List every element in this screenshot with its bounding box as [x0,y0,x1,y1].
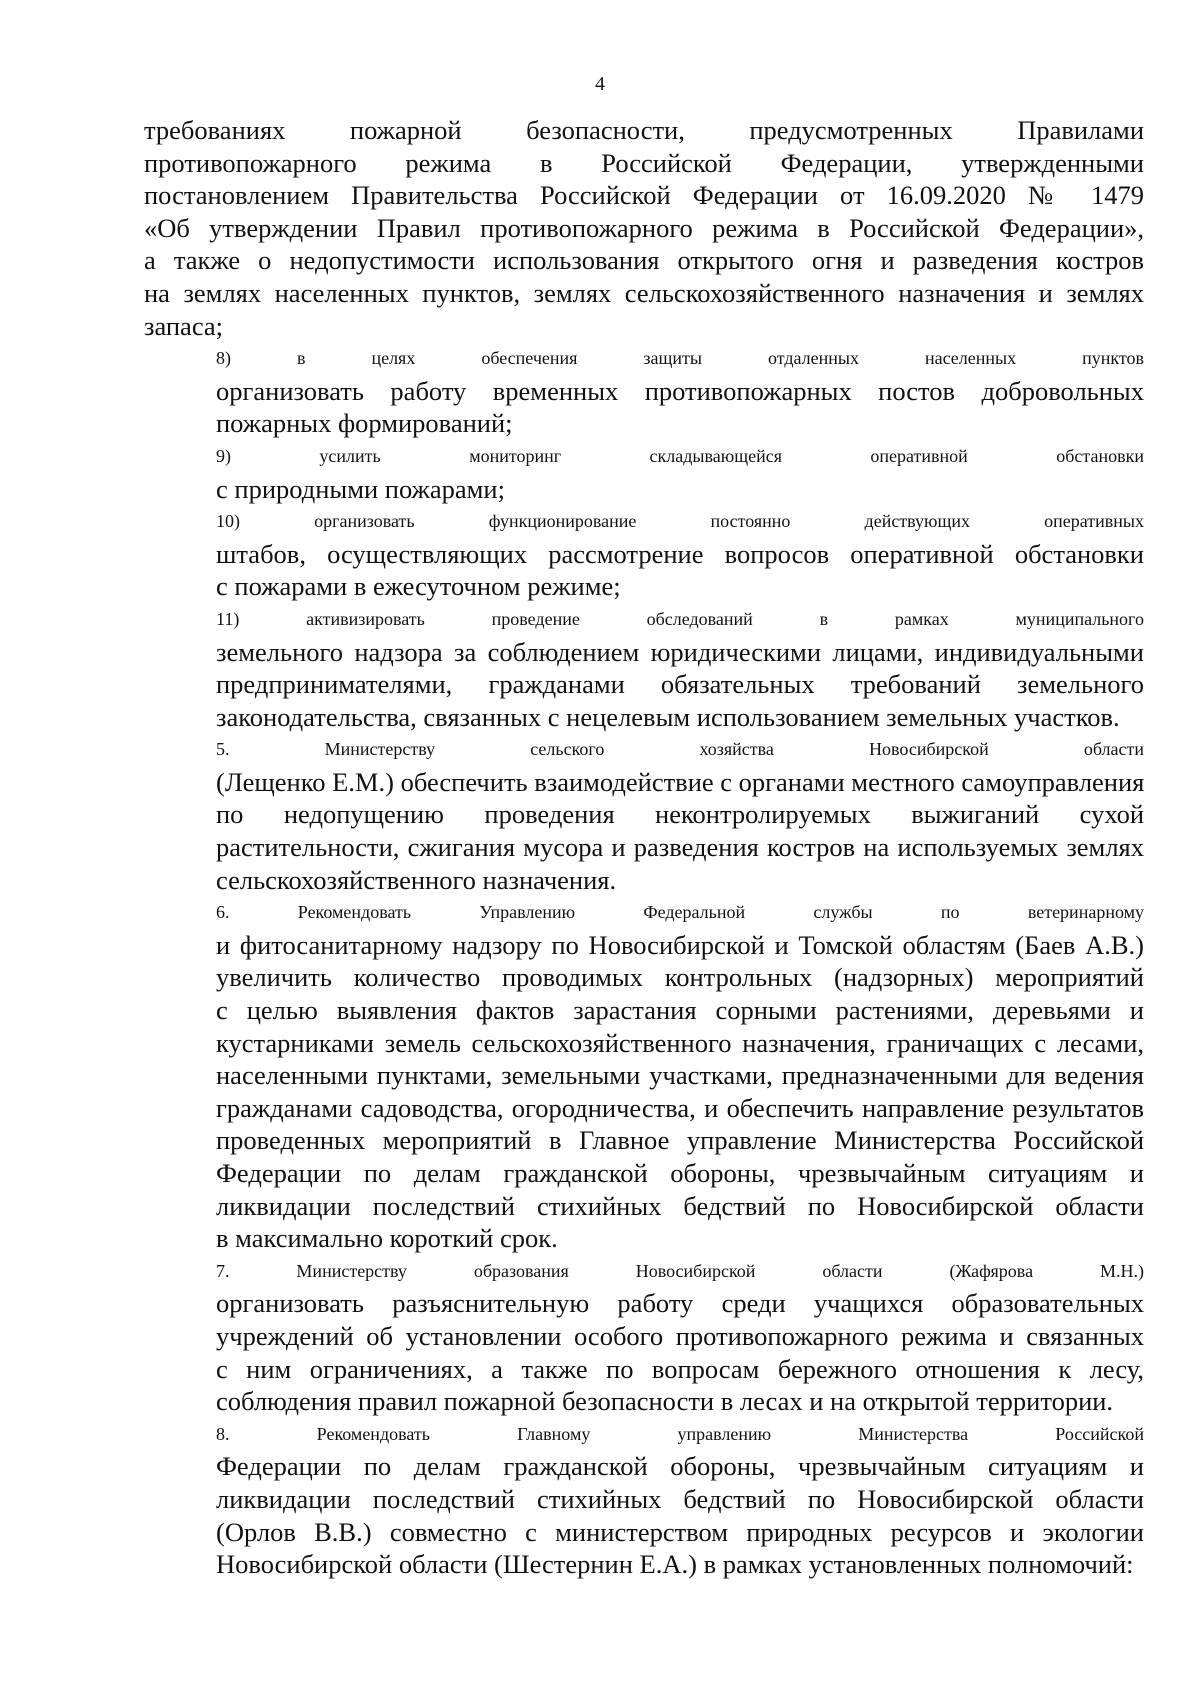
text-line: пожарных формирований; [216,408,513,439]
text-line: 10) организовать функционирование постоянно действующих оперативных [216,511,1144,532]
text-line: населенными пунктами, земельными участками, предназначенными для ведения [216,1060,1144,1091]
paragraph-p-8 [144,342,1144,440]
text-line: 8) в целях обеспечения защиты отдаленных населенных пунктов [216,348,1144,369]
text-line: противопожарного режима в Российской Федерации, утвержденными [144,147,1144,178]
paragraph-p-9 [144,440,1144,505]
text-line: 6. Рекомендовать Управлению Федеральной службы по ветеринарному [216,902,1144,923]
text-line: постановлением Правительства Российской Федерации от 16.09.2020 № 1479 [144,180,1144,211]
paragraph-p-cont [144,114,1144,342]
document-body [144,114,1144,1581]
text-line: Федерации по делам гражданской обороны, чрезвычайным ситуациям и [216,1158,1144,1188]
text-line: увеличить количество проводимых контрольных (надзорных) мероприятий [216,962,1144,993]
text-line: кустарниками земель сельскохозяйственного назначения, граничащих с лесами, [216,1027,1144,1058]
text-line: 11) активизировать проведение обследований в рамках муниципального [216,608,1144,629]
text-line: ликвидации последствий стихийных бедствий по Новосибирской области [216,1190,1144,1221]
paragraph-p-7 [144,1255,1144,1418]
text-line: организовать разъяснительную работу среди учащихся образовательных [216,1288,1144,1319]
text-line: запаса; [144,310,224,341]
text-line: штабов, осуществляющих рассмотрение вопросов оперативной обстановки [216,538,1144,569]
text-line: соблюдения правил пожарной безопасности в лесах и на открытой территории. [216,1386,1114,1417]
text-line: предпринимателями, гражданами обязательных требований земельного [216,669,1144,700]
text-line: а также о недопустимости использования открытого огня и разведения костров [144,245,1144,276]
text-line: 8. Рекомендовать Главному управлению Министерства Российской [216,1423,1144,1444]
text-line: требованиях пожарной безопасности, предусмотренных Правилами [144,115,1144,145]
paragraph-p-10 [144,505,1144,603]
text-line: (Лещенко Е.М.) обеспечить взаимодействие с органами местного самоуправления [216,766,1145,797]
text-line: учреждений об установлении особого противопожарного режима и связанных [216,1320,1144,1351]
text-line: Новосибирской области (Шестернин Е.А.) в рамках установленных полномочий: [216,1549,1134,1580]
text-line: 9) усилить мониторинг складывающейся оперативной обстановки [216,445,1144,466]
text-line: 7. Министерству образования Новосибирской области (Жафярова М.Н.) [216,1260,1144,1281]
text-line: гражданами садоводства, огородничества, и обеспечить направление результатов [216,1092,1144,1123]
text-line: «Об утверждении Правил противопожарного режима в Российской Федерации», [144,212,1144,243]
text-line: ликвидации последствий стихийных бедствий по Новосибирской области [216,1483,1144,1514]
text-line: с ним ограничениях, а также по вопросам бережного отношения к лесу, [216,1353,1144,1384]
text-line: Федерации по делам гражданской обороны, чрезвычайным ситуациям и [216,1451,1144,1482]
text-line: на землях населенных пунктов, землях сельскохозяйственного назначения и землях [144,277,1144,308]
text-line: растительности, сжигания мусора и разведения костров на используемых землях [216,832,1144,863]
text-line: с природными пожарами; [216,473,505,504]
paragraph-p-8b [144,1418,1144,1581]
text-line: организовать работу временных противопожарных постов добровольных [216,375,1144,406]
text-line: и фитосанитарному надзору по Новосибирской и Томской областям (Баев А.В.) [216,929,1144,960]
paragraph-p-11 [144,603,1144,733]
text-line: земельного надзора за соблюдением юридическими лицами, индивидуальными [216,636,1144,667]
text-line: в максимально короткий срок. [216,1223,558,1254]
text-line: сельскохозяйственного назначения. [216,864,617,895]
text-line: 5. Министерству сельского хозяйства Новосибирской области [216,739,1144,760]
text-line: законодательства, связанных с нецелевым использованием земельных участков. [216,701,1120,732]
text-line: (Орлов В.В.) совместно с министерством природных ресурсов и экологии [216,1516,1144,1547]
text-line: по недопущению проведения неконтролируемых выжиганий сухой [216,799,1144,830]
text-line: с целью выявления фактов зарастания сорными растениями, деревьями и [216,995,1144,1026]
text-line: с пожарами в ежесуточном режиме; [216,571,621,602]
page-number: 4 [595,73,605,95]
paragraph-p-6 [144,896,1144,1255]
text-line: проведенных мероприятий в Главное управление Министерства Российской [216,1125,1144,1156]
paragraph-p-5 [144,733,1144,896]
